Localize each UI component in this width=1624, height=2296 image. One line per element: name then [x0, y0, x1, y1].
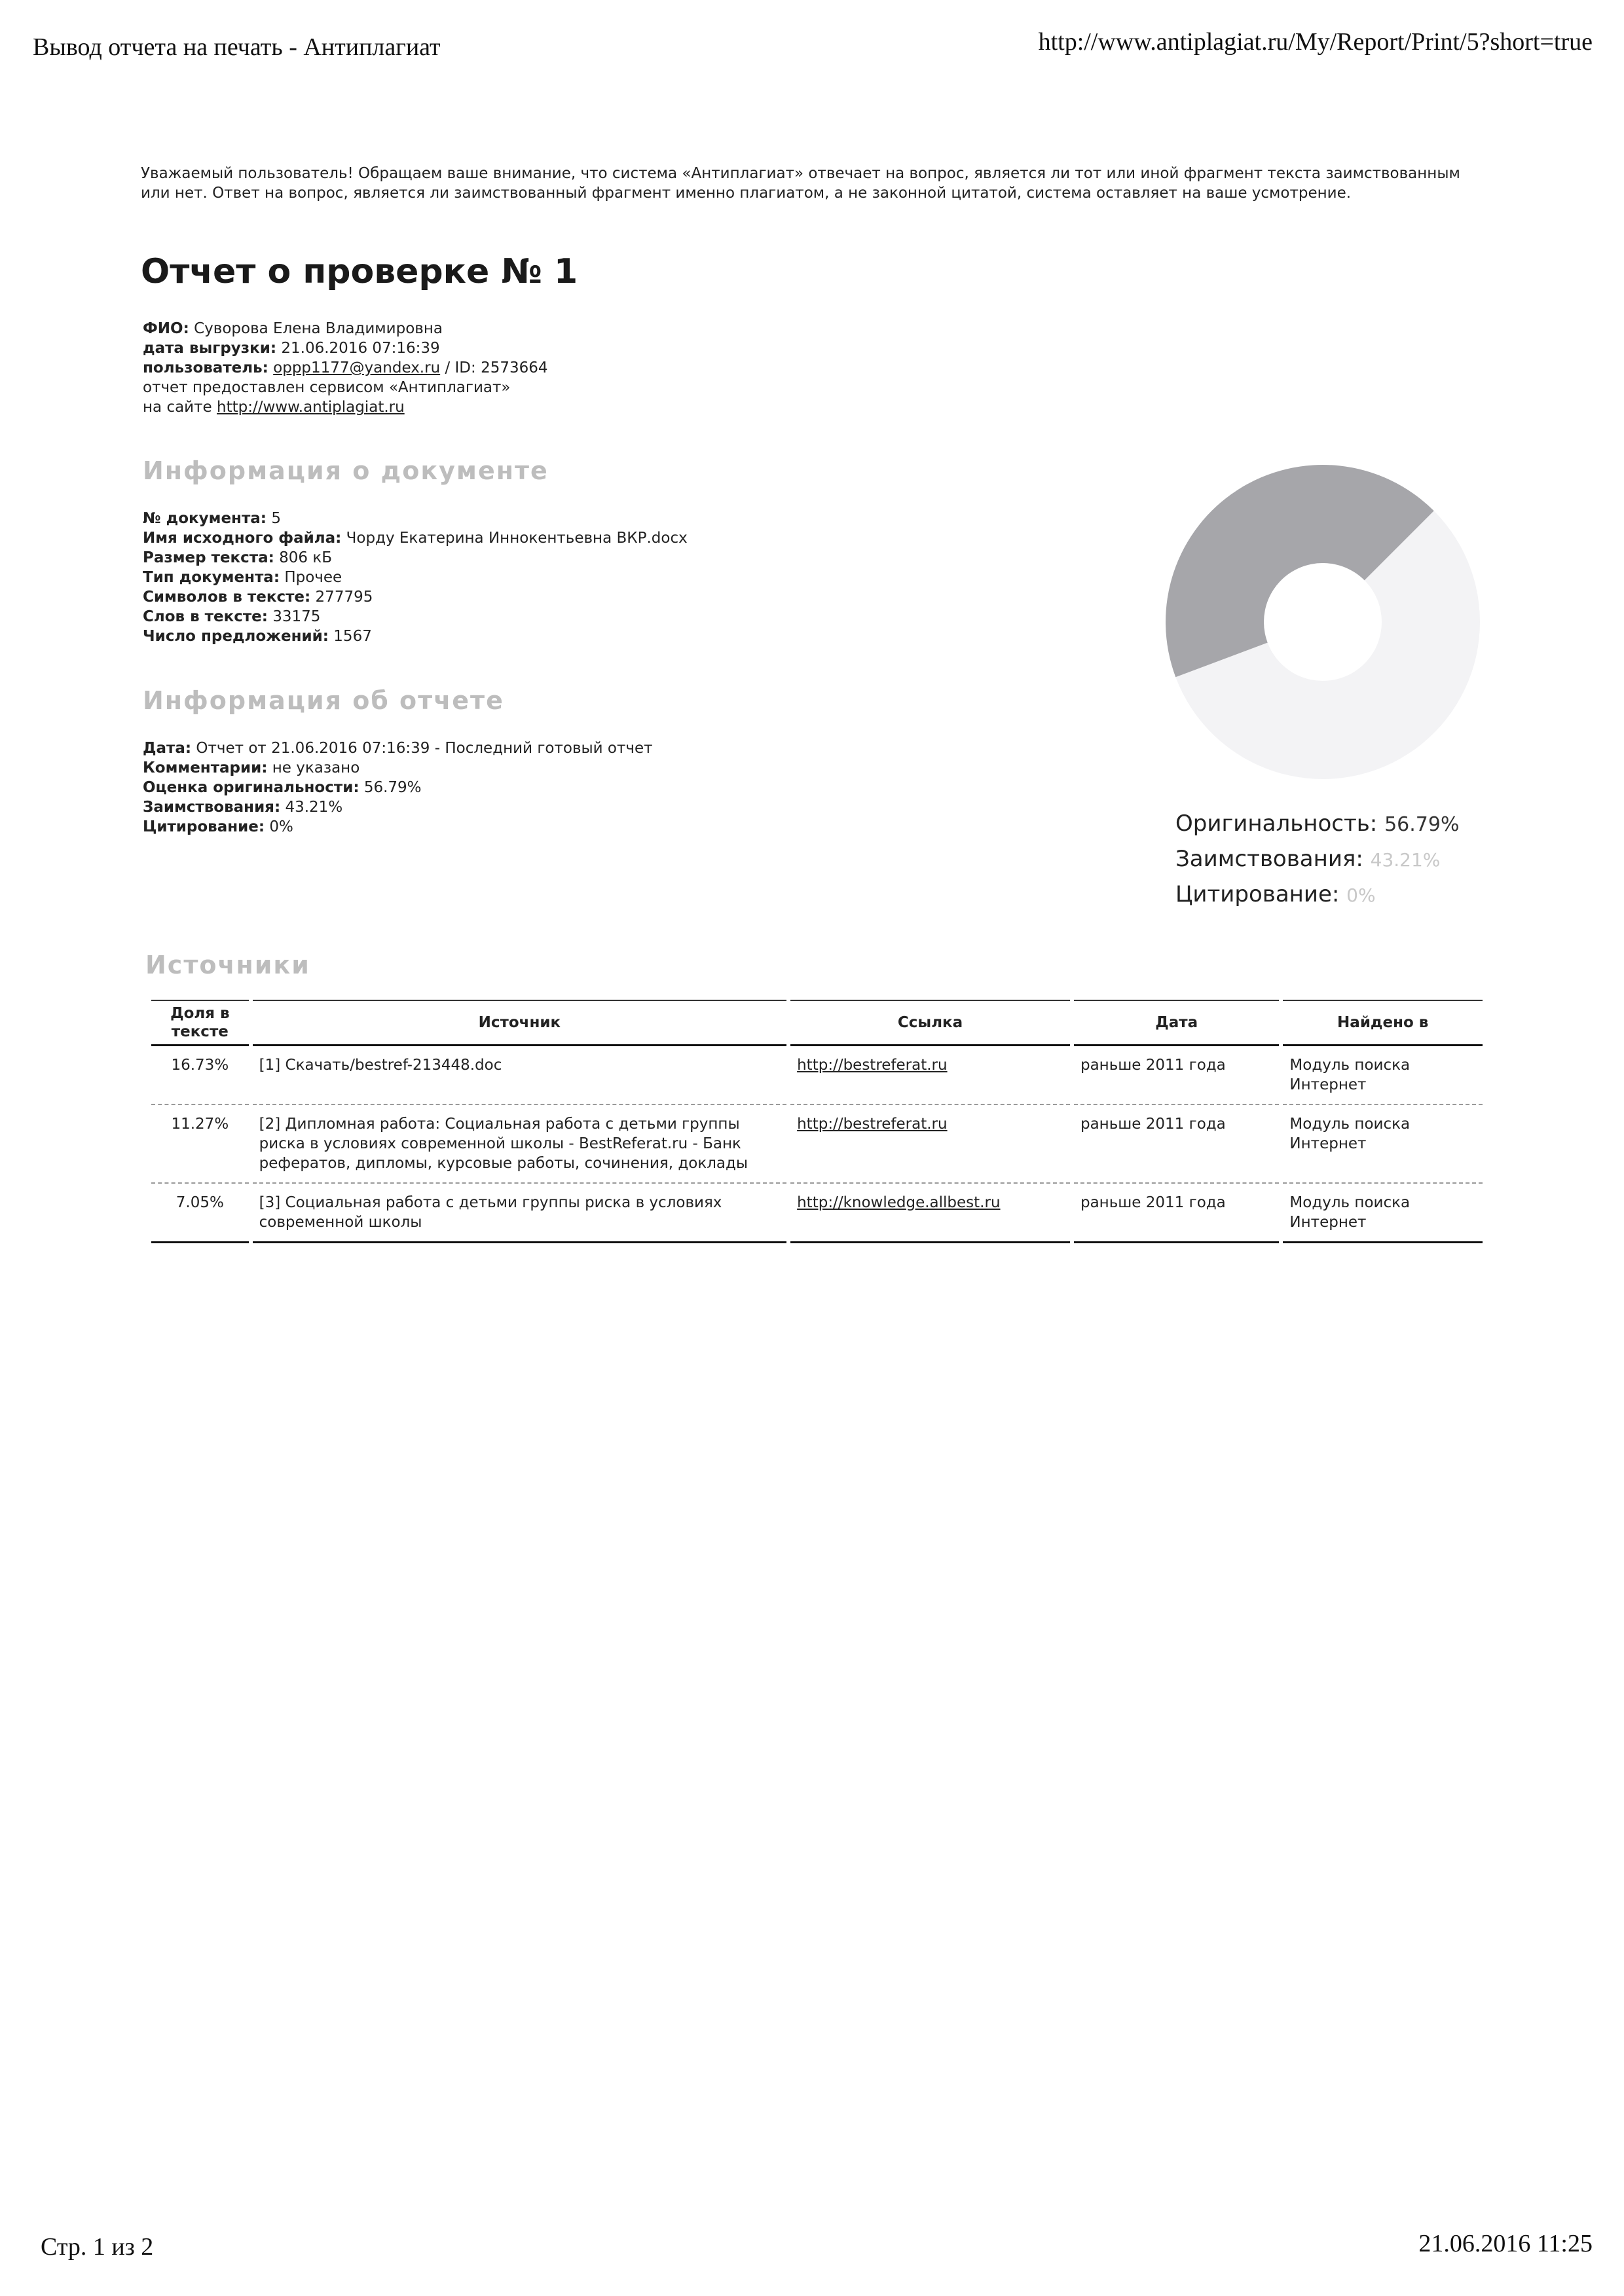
legend-borrowing — [1175, 842, 1459, 877]
originality-pie-chart — [1153, 452, 1493, 792]
user-email-link[interactable]: oppp1177@yandex.ru — [273, 359, 441, 376]
legend-borrowing-label: Заимствования: — [1175, 846, 1363, 872]
pie-hole — [1264, 563, 1382, 681]
col-date-header: Дата — [1074, 1000, 1279, 1046]
meta-provided-by: отчет предоставлен сервисом «Антиплагиат» — [143, 379, 511, 396]
rep-borrowing-value: 43.21% — [285, 799, 343, 816]
report-info-heading: Информация об отчете — [143, 686, 504, 715]
report-meta — [143, 319, 548, 417]
site-link[interactable]: http://www.antiplagiat.ru — [217, 399, 405, 416]
meta-user-id: / ID: 2573664 — [445, 359, 548, 376]
rep-citation-row — [143, 817, 653, 837]
report-info-block — [143, 738, 653, 837]
doc-chars-label: Символов в тексте: — [143, 589, 311, 606]
sources-table — [147, 1000, 1486, 1243]
notice-text: Уважаемый пользователь! Обращаем ваше внимание, что система «Антиплагиат» отвечает на вопрос, является ли тот или иной фрагмент текста заимствованным или нет. Ответ на вопрос, является ли заимствованный фрагмент именно плагиатом, а не законной цитатой, система оставляет на ваше усмотрение. — [141, 165, 1460, 202]
source-found-in: Модуль поиска Интернет — [1283, 1105, 1483, 1184]
meta-user-row — [143, 358, 548, 378]
source-date: раньше 2011 года — [1074, 1105, 1279, 1184]
doc-words-row — [143, 607, 688, 627]
source-date: раньше 2011 года — [1074, 1046, 1279, 1105]
source-found-in: Модуль поиска Интернет — [1283, 1184, 1483, 1243]
source-date: раньше 2011 года — [1074, 1184, 1279, 1243]
legend-citation-value: 0% — [1346, 884, 1376, 906]
report-title: Отчет о проверке № 1 — [141, 252, 578, 291]
rep-originality-row — [143, 778, 653, 797]
doc-info-heading: Информация о документе — [143, 456, 549, 485]
legend-borrowing-value: 43.21% — [1370, 849, 1441, 871]
doc-filename-label: Имя исходного файла: — [143, 530, 342, 547]
rep-borrowing-label: Заимствования: — [143, 799, 281, 816]
rep-date-value: Отчет от 21.06.2016 07:16:39 - Последний готовый отчет — [196, 740, 653, 757]
meta-export-row — [143, 338, 548, 358]
footer-page-number: Стр. 1 из 2 — [41, 2233, 154, 2261]
legend-originality-value: 56.79% — [1384, 813, 1460, 836]
doc-type-label: Тип документа: — [143, 569, 280, 586]
source-share: 7.05% — [151, 1184, 249, 1243]
doc-filename-row — [143, 528, 688, 548]
doc-type-value: Прочее — [284, 569, 342, 586]
rep-originality-value: 56.79% — [363, 779, 422, 796]
legend-originality — [1175, 807, 1459, 842]
source-share: 11.27% — [151, 1105, 249, 1184]
table-row — [151, 1184, 1483, 1243]
rep-comments-value: не указано — [272, 759, 360, 776]
source-link[interactable]: http://bestreferat.ru — [797, 1116, 948, 1133]
doc-sentences-row — [143, 627, 688, 646]
meta-fio-row — [143, 319, 548, 338]
doc-words-value: 33175 — [272, 608, 321, 625]
doc-type-row — [143, 568, 688, 587]
meta-site-row — [143, 397, 548, 417]
doc-chars-row — [143, 587, 688, 607]
source-found-in: Модуль поиска Интернет — [1283, 1046, 1483, 1105]
rep-comments-label: Комментарии: — [143, 759, 268, 776]
rep-citation-label: Цитирование: — [143, 818, 265, 835]
meta-export-value: 21.06.2016 07:16:39 — [281, 340, 440, 357]
legend-citation — [1175, 877, 1459, 913]
doc-chars-value: 277795 — [315, 589, 373, 606]
doc-number-value: 5 — [271, 510, 281, 527]
browser-page-title: Вывод отчета на печать - Антиплагиат — [33, 33, 441, 61]
source-share: 16.73% — [151, 1046, 249, 1105]
rep-citation-value: 0% — [269, 818, 293, 835]
col-link-header: Ссылка — [790, 1000, 1070, 1046]
source-title: [2] Дипломная работа: Социальная работа с детьми группы риска в условиях современной школы - BestReferat.ru - Банк рефератов, дипломы, курсовые работы, сочинения, доклады — [253, 1105, 786, 1184]
footer-print-date: 21.06.2016 11:25 — [1418, 2230, 1593, 2257]
sources-header-row — [151, 1000, 1483, 1046]
table-row — [151, 1105, 1483, 1184]
doc-size-value: 806 кБ — [279, 549, 333, 566]
doc-size-row — [143, 548, 688, 568]
doc-sentences-label: Число предложений: — [143, 628, 329, 645]
doc-words-label: Слов в тексте: — [143, 608, 268, 625]
doc-size-label: Размер текста: — [143, 549, 274, 566]
table-row — [151, 1046, 1483, 1105]
rep-comments-row — [143, 758, 653, 778]
sources-heading: Источники — [145, 951, 310, 979]
rep-date-row — [143, 738, 653, 758]
doc-number-label: № документа: — [143, 510, 267, 527]
rep-borrowing-row — [143, 797, 653, 817]
meta-export-label: дата выгрузки: — [143, 340, 277, 357]
source-title: [3] Социальная работа с детьми группы риска в условиях современной школы — [253, 1184, 786, 1243]
pie-legend — [1175, 807, 1459, 913]
legend-originality-label: Оригинальность: — [1175, 811, 1378, 837]
browser-page-url: http://www.antiplagiat.ru/My/Report/Print/5?short=true — [1038, 28, 1593, 56]
col-share-header: Доля в тексте — [151, 1000, 249, 1046]
col-source-header: Источник — [253, 1000, 786, 1046]
source-link[interactable]: http://bestreferat.ru — [797, 1057, 948, 1074]
meta-fio-value: Суворова Елена Владимировна — [194, 320, 443, 337]
doc-info-block — [143, 509, 688, 646]
doc-number-row — [143, 509, 688, 528]
doc-sentences-value: 1567 — [333, 628, 372, 645]
rep-date-label: Дата: — [143, 740, 192, 757]
meta-user-label: пользователь: — [143, 359, 268, 376]
col-found-header: Найдено в — [1283, 1000, 1483, 1046]
doc-filename-value: Чорду Екатерина Иннокентьевна ВКР.docx — [346, 530, 688, 547]
meta-fio-label: ФИО: — [143, 320, 189, 337]
rep-originality-label: Оценка оригинальности: — [143, 779, 360, 796]
source-title: [1] Скачать/bestref-213448.doc — [253, 1046, 786, 1105]
legend-citation-label: Цитирование: — [1175, 881, 1340, 907]
source-link[interactable]: http://knowledge.allbest.ru — [797, 1194, 1001, 1211]
meta-site-prefix: на сайте — [143, 399, 212, 416]
